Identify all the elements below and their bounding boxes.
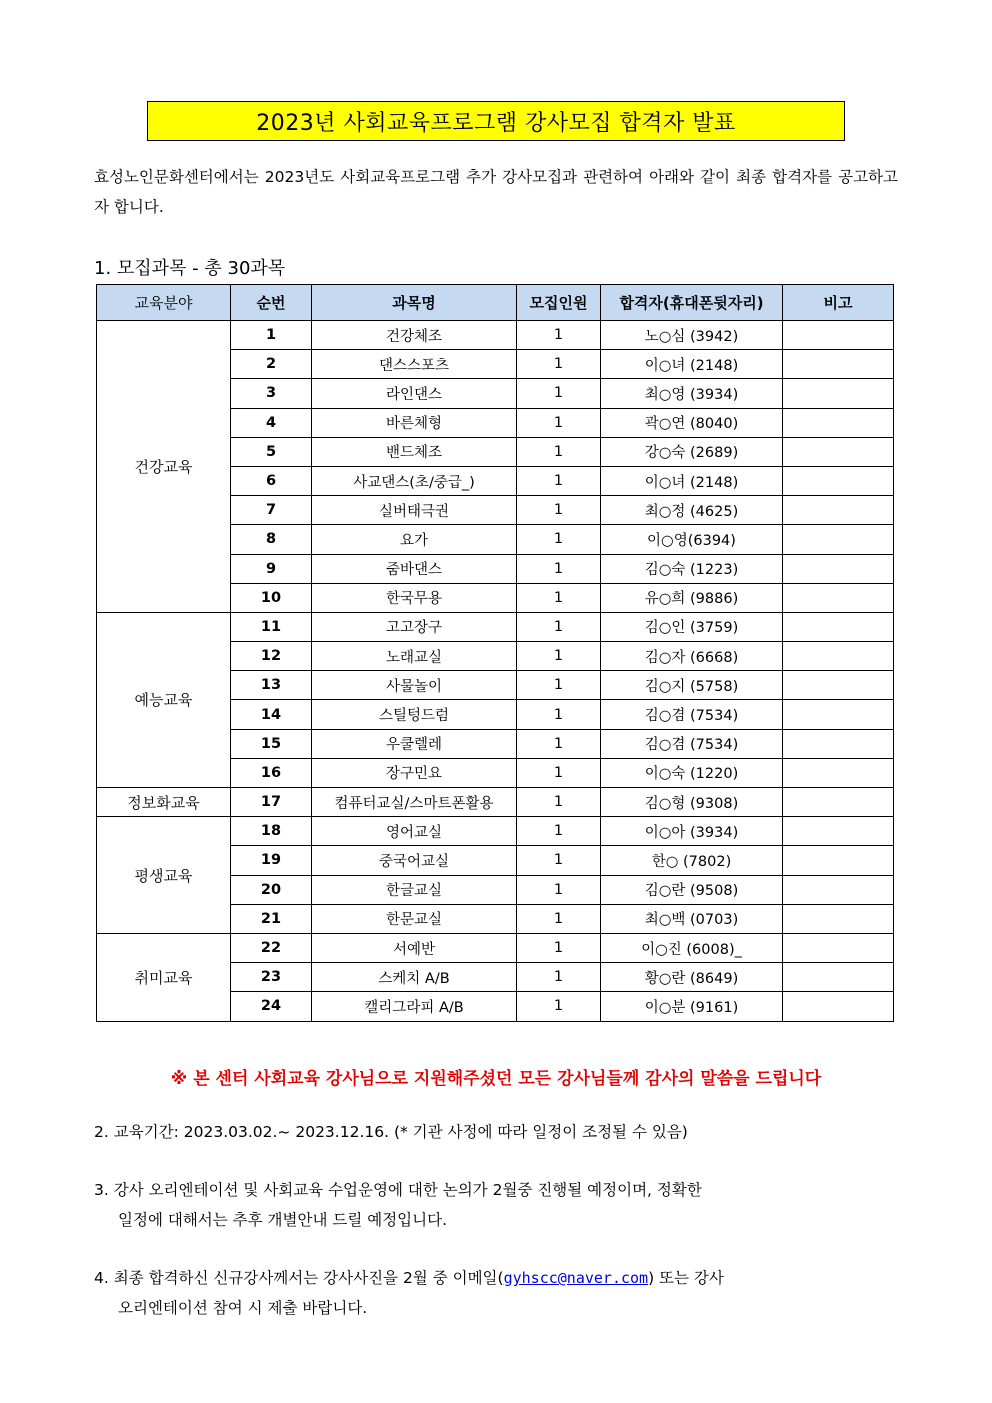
count-cell: 1 (517, 992, 601, 1021)
section-heading-subjects: 1. 모집과목 - 총 30과목 (94, 258, 286, 279)
subject-cell: 노래교실 (312, 642, 517, 671)
count-cell: 1 (517, 496, 601, 525)
subject-cell: 장구민요 (312, 758, 517, 787)
subject-cell: 바른체형 (312, 408, 517, 437)
table-row (97, 933, 894, 962)
header-seq: 순번 (231, 285, 312, 321)
winner-cell: 이○진 (6008)_ (601, 933, 783, 962)
seq-cell: 9 (231, 554, 312, 583)
note-cell (783, 466, 894, 495)
seq-cell: 20 (231, 875, 312, 904)
seq-cell: 3 (231, 379, 312, 408)
table-row (97, 817, 894, 846)
subject-cell: 줌바댄스 (312, 554, 517, 583)
seq-cell: 16 (231, 758, 312, 787)
winner-cell: 한○ (7802) (601, 846, 783, 875)
item4-text-before: 4. 최종 합격하신 신규강사께서는 강사사진을 2월 중 이메일( (94, 1269, 504, 1287)
note-cell (783, 933, 894, 962)
table-row (97, 612, 894, 641)
subject-cell: 밴드체조 (312, 437, 517, 466)
subject-cell: 고고장구 (312, 612, 517, 641)
subject-cell: 스틸텅드럼 (312, 700, 517, 729)
seq-cell: 10 (231, 583, 312, 612)
note-cell (783, 612, 894, 641)
seq-cell: 18 (231, 817, 312, 846)
note-cell (783, 321, 894, 350)
note-cell (783, 496, 894, 525)
seq-cell: 6 (231, 466, 312, 495)
item4-text-after: ) 또는 강사 (648, 1269, 724, 1287)
winner-cell: 김○자 (6668) (601, 642, 783, 671)
subject-cell: 캘리그라피 A/B (312, 992, 517, 1021)
item3-line2: 일정에 대해서는 추후 개별안내 드릴 예정입니다. (118, 1211, 448, 1229)
count-cell: 1 (517, 379, 601, 408)
count-cell: 1 (517, 963, 601, 992)
note-cell (783, 408, 894, 437)
count-cell: 1 (517, 642, 601, 671)
table-row (97, 321, 894, 350)
count-cell: 1 (517, 788, 601, 817)
seq-cell: 14 (231, 700, 312, 729)
seq-cell: 19 (231, 846, 312, 875)
category-cell: 취미교육 (97, 933, 231, 1021)
note-cell (783, 437, 894, 466)
seq-cell: 21 (231, 904, 312, 933)
header-note: 비고 (783, 285, 894, 321)
subject-cell: 컴퓨터교실/스마트폰활용 (312, 788, 517, 817)
note-cell (783, 642, 894, 671)
subject-cell: 영어교실 (312, 817, 517, 846)
winner-cell: 김○겸 (7534) (601, 729, 783, 758)
category-cell: 예능교육 (97, 612, 231, 787)
category-cell: 평생교육 (97, 817, 231, 934)
instructor-roster-table (96, 284, 894, 1022)
seq-cell: 17 (231, 788, 312, 817)
table-row (97, 788, 894, 817)
winner-cell: 김○란 (9508) (601, 875, 783, 904)
note-cell (783, 525, 894, 554)
note-cell (783, 846, 894, 875)
winner-cell: 이○아 (3934) (601, 817, 783, 846)
subject-cell: 댄스스포츠 (312, 350, 517, 379)
count-cell: 1 (517, 904, 601, 933)
note-cell (783, 758, 894, 787)
count-cell: 1 (517, 933, 601, 962)
count-cell: 1 (517, 408, 601, 437)
email-link[interactable]: gyhscc@naver.com (503, 1269, 649, 1287)
seq-cell: 2 (231, 350, 312, 379)
winner-cell: 이○녀 (2148) (601, 350, 783, 379)
winner-cell: 이○영(6394) (601, 525, 783, 554)
count-cell: 1 (517, 817, 601, 846)
item-education-period: 2. 교육기간: 2023.03.02.~ 2023.12.16. (* 기관 사정에 따라 일정이 조정될 수 있음) (94, 1123, 688, 1141)
item-photo-submission (94, 1263, 898, 1323)
table-body (97, 321, 894, 1022)
note-cell (783, 788, 894, 817)
seq-cell: 1 (231, 321, 312, 350)
winner-cell: 유○희 (9886) (601, 583, 783, 612)
note-cell (783, 963, 894, 992)
note-cell (783, 992, 894, 1021)
subject-cell: 한국무용 (312, 583, 517, 612)
note-cell (783, 817, 894, 846)
count-cell: 1 (517, 671, 601, 700)
item3-line1: 3. 강사 오리엔테이션 및 사회교육 수업운영에 대한 논의가 2월중 진행될 예정이며, 정확한 (94, 1181, 702, 1199)
seq-cell: 23 (231, 963, 312, 992)
subject-cell: 요가 (312, 525, 517, 554)
winner-cell: 곽○연 (8040) (601, 408, 783, 437)
note-cell (783, 729, 894, 758)
seq-cell: 13 (231, 671, 312, 700)
count-cell: 1 (517, 554, 601, 583)
count-cell: 1 (517, 875, 601, 904)
seq-cell: 5 (231, 437, 312, 466)
subject-cell: 사교댄스(초/중급_) (312, 466, 517, 495)
winner-cell: 이○분 (9161) (601, 992, 783, 1021)
category-cell: 건강교육 (97, 321, 231, 613)
header-field: 교육분야 (97, 285, 231, 321)
seq-cell: 7 (231, 496, 312, 525)
winner-cell: 김○인 (3759) (601, 612, 783, 641)
note-cell (783, 904, 894, 933)
winner-cell: 김○형 (9308) (601, 788, 783, 817)
winner-cell: 최○백 (0703) (601, 904, 783, 933)
note-cell (783, 379, 894, 408)
subject-cell: 스케치 A/B (312, 963, 517, 992)
count-cell: 1 (517, 466, 601, 495)
subject-cell: 서예반 (312, 933, 517, 962)
header-count: 모집인원 (517, 285, 601, 321)
count-cell: 1 (517, 758, 601, 787)
subject-cell: 한문교실 (312, 904, 517, 933)
table-header-row (97, 285, 894, 321)
winner-cell: 김○숙 (1223) (601, 554, 783, 583)
subject-cell: 라인댄스 (312, 379, 517, 408)
winner-cell: 강○숙 (2689) (601, 437, 783, 466)
winner-cell: 이○녀 (2148) (601, 466, 783, 495)
item-orientation (94, 1175, 898, 1235)
count-cell: 1 (517, 437, 601, 466)
category-cell: 정보화교육 (97, 788, 231, 817)
subject-cell: 한글교실 (312, 875, 517, 904)
seq-cell: 4 (231, 408, 312, 437)
count-cell: 1 (517, 846, 601, 875)
seq-cell: 11 (231, 612, 312, 641)
subject-cell: 중국어교실 (312, 846, 517, 875)
intro-paragraph: 효성노인문화센터에서는 2023년도 사회교육프로그램 추가 강사모집과 관련하여 아래와 같이 최종 합격자를 공고하고자 합니다. (94, 168, 898, 216)
note-cell (783, 583, 894, 612)
winner-cell: 황○란 (8649) (601, 963, 783, 992)
seq-cell: 24 (231, 992, 312, 1021)
seq-cell: 15 (231, 729, 312, 758)
count-cell: 1 (517, 525, 601, 554)
note-cell (783, 350, 894, 379)
winner-cell: 김○겸 (7534) (601, 700, 783, 729)
winner-cell: 최○정 (4625) (601, 496, 783, 525)
header-winner: 합격자(휴대폰뒷자리) (601, 285, 783, 321)
count-cell: 1 (517, 729, 601, 758)
subject-cell: 사물놀이 (312, 671, 517, 700)
winner-cell: 최○영 (3934) (601, 379, 783, 408)
winner-cell: 김○지 (5758) (601, 671, 783, 700)
count-cell: 1 (517, 583, 601, 612)
note-cell (783, 671, 894, 700)
subject-cell: 우쿨렐레 (312, 729, 517, 758)
winner-cell: 노○심 (3942) (601, 321, 783, 350)
subject-cell: 건강체조 (312, 321, 517, 350)
count-cell: 1 (517, 350, 601, 379)
page-title: 2023년 사회교육프로그램 강사모집 합격자 발표 (147, 101, 845, 141)
note-cell (783, 700, 894, 729)
count-cell: 1 (517, 700, 601, 729)
seq-cell: 22 (231, 933, 312, 962)
seq-cell: 12 (231, 642, 312, 671)
count-cell: 1 (517, 612, 601, 641)
header-subject: 과목명 (312, 285, 517, 321)
subject-cell: 실버태극권 (312, 496, 517, 525)
thank-you-notice: ※ 본 센터 사회교육 강사님으로 지원해주셨던 모든 강사님들께 감사의 말씀을 드립니다 (170, 1069, 822, 1089)
winner-cell: 이○숙 (1220) (601, 758, 783, 787)
item4-line2: 오리엔테이션 참여 시 제출 바랍니다. (118, 1299, 368, 1317)
note-cell (783, 875, 894, 904)
seq-cell: 8 (231, 525, 312, 554)
count-cell: 1 (517, 321, 601, 350)
note-cell (783, 554, 894, 583)
